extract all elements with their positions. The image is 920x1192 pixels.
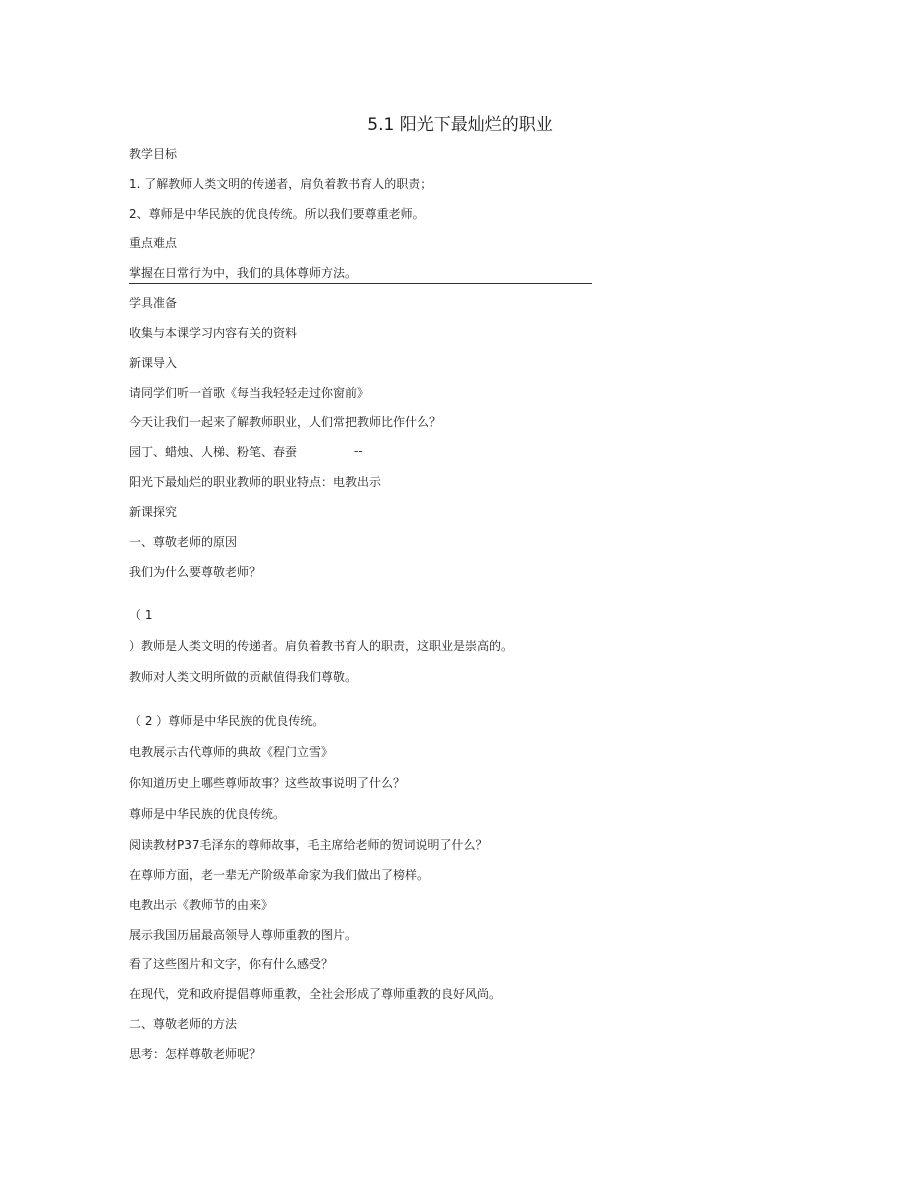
reason-1-marker: （ 1	[129, 608, 153, 622]
intro-line-2: 今天让我们一起来了解教师职业，人们常把教师比作什么？	[129, 415, 442, 429]
intro-line-4: 阳光下最灿烂的职业教师的职业特点：电教出示	[129, 475, 382, 489]
story-line-6: 电教出示《教师节的由来》	[129, 898, 274, 912]
story-line-1: 电教展示古代尊师的典故《程门立雪》	[129, 745, 334, 759]
section-heading-objectives: 教学目标	[129, 147, 178, 161]
story-line-5: 在尊师方面，老一辈无产阶级革命家为我们做出了榜样。	[129, 868, 430, 882]
document-title: 5.1 阳光下最灿烂的职业	[367, 115, 553, 135]
reason-1-text: ）教师是人类文明的传递者。肩负着教书育人的职责，这职业是崇高的。	[129, 639, 514, 653]
story-line-7: 展示我国历届最高领导人尊师重教的图片。	[129, 928, 358, 942]
subsection-heading-reasons: 一、尊敬老师的原因	[129, 535, 238, 549]
story-line-9: 在现代，党和政府提倡尊师重教，全社会形成了尊师重教的良好风尚。	[129, 987, 502, 1001]
question-why-respect: 我们为什么要尊敬老师？	[129, 565, 262, 579]
horizontal-rule	[129, 283, 592, 284]
story-line-4: 阅读教材P37毛泽东的尊师故事，毛主席给老师的贺词说明了什么？	[129, 838, 488, 852]
story-line-2: 你知道历史上哪些尊师故事？这些故事说明了什么？	[129, 776, 406, 790]
objective-2: 2、尊师是中华民族的优良传统。所以我们要尊重老师。	[129, 207, 425, 221]
subsection-heading-methods: 二、尊敬老师的方法	[129, 1017, 238, 1031]
section-heading-materials: 学具准备	[129, 296, 178, 310]
intro-line-1: 请同学们听一首歌《每当我轻轻走过你窗前》	[129, 386, 370, 400]
story-line-3: 尊师是中华民族的优良传统。	[129, 807, 286, 821]
reason-2-text: （ 2 ）尊师是中华民族的优良传统。	[129, 714, 325, 728]
section-heading-key-points: 重点难点	[129, 236, 178, 250]
story-line-8: 看了这些图片和文字，你有什么感受？	[129, 957, 334, 971]
reason-1-followup: 教师对人类文明所做的贡献值得我们尊敬。	[129, 670, 358, 684]
dash-mark: --	[354, 444, 363, 458]
question-how-respect: 思考：怎样尊敬老师呢？	[129, 1047, 262, 1061]
section-heading-exploration: 新课探究	[129, 505, 178, 519]
materials-text: 收集与本课学习内容有关的资料	[129, 326, 298, 340]
section-heading-introduction: 新课导入	[129, 356, 178, 370]
key-point-text: 掌握在日常行为中，我们的具体尊师方法。	[129, 266, 358, 280]
objective-1: 1. 了解教师人类文明的传递者，肩负着教书育人的职责；	[129, 177, 433, 191]
intro-line-3: 园丁、蜡烛、人梯、粉笔、春蚕	[129, 445, 298, 459]
